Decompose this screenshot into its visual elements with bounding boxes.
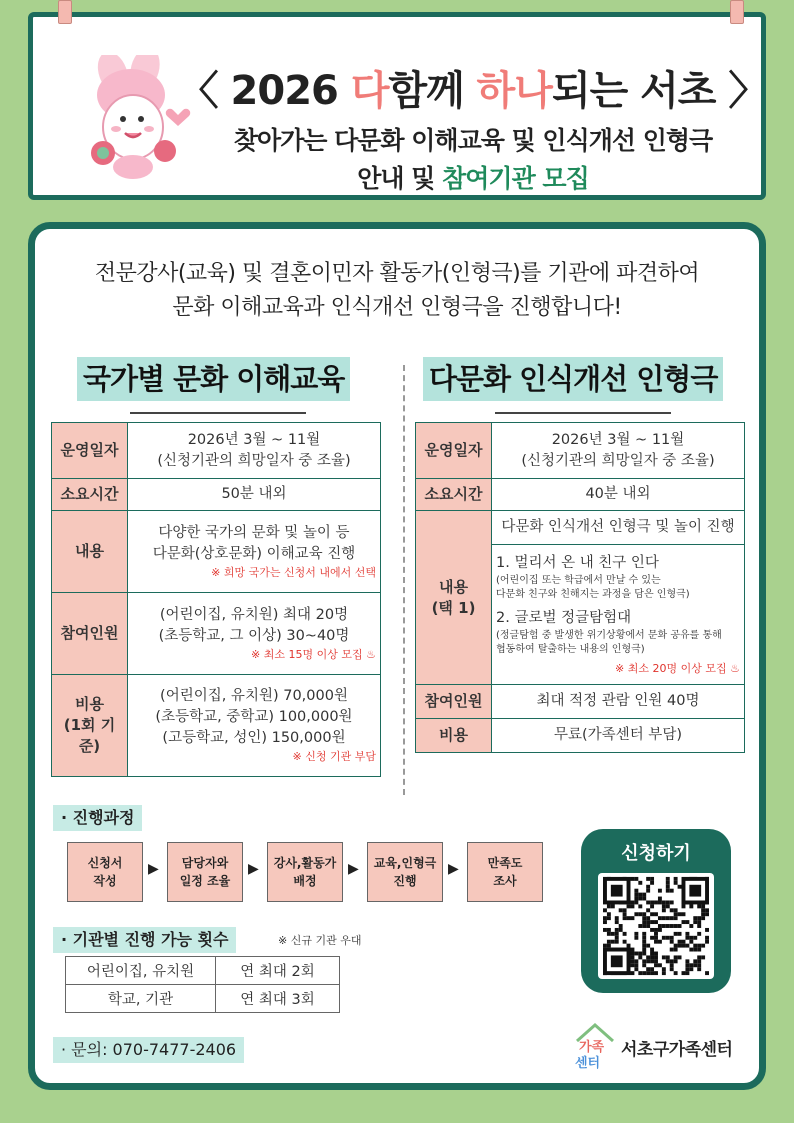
left-content-value: 다양한 국가의 문화 및 놀이 등 다문화(상호문화) 이해교육 진행 ※ 희망 국가는 신청서 내에서 선택	[128, 511, 381, 593]
left-cost-label: 비용 (1회 기준)	[52, 675, 128, 777]
brand-logo	[571, 1021, 751, 1071]
subtitle-line2: 안내 및 참여기관 모집	[357, 164, 589, 193]
right-content-top: 다문화 인식개선 인형극 및 놀이 진행	[492, 511, 745, 545]
svg-text:가족: 가족	[579, 1040, 605, 1055]
left-title-underline	[130, 412, 306, 414]
process-step-4: 교육,인형극 진행	[367, 842, 443, 902]
counts-note: ※ 신규 기관 우대	[278, 934, 362, 947]
section-divider	[403, 365, 405, 795]
counts-label: · 기관별 진행 가능 횟수	[53, 927, 236, 953]
process-label: · 진행과정	[53, 805, 142, 831]
process-step-2: 담당자와 일정 조율	[167, 842, 243, 902]
process-arrow-2: ▶	[248, 861, 259, 877]
right-content-items: 1. 멀리서 온 내 친구 인다 (어린이집 또는 학급에서 만날 수 있는 다문화 친구와 친해지는 과정을 담은 인형극) 2. 글로벌 정글탐험대 (정글탐험 중 발생한 위기상황에서 문화 공유를 통해 협동하여 탈출하는 내용의 인형극) ※ 최소 20명 이상 모집 ♨	[492, 545, 745, 685]
left-people-label: 참여인원	[52, 593, 128, 675]
left-info-table	[51, 422, 381, 777]
left-date-value: 2026년 3월 ~ 11월 (신청기관의 희망일자 중 조율)	[128, 423, 381, 479]
right-date-label: 운영일자	[416, 423, 492, 479]
svg-text:센터: 센터	[575, 1056, 601, 1071]
main-title: 〈 2026 다함께 하나되는 서초 〉	[178, 68, 768, 114]
process-arrow-1: ▶	[148, 861, 159, 877]
right-time-value: 40분 내외	[492, 479, 745, 511]
qr-code[interactable]	[598, 873, 714, 979]
process-arrow-3: ▶	[348, 861, 359, 877]
process-arrow-4: ▶	[448, 861, 459, 877]
banner-pin-left	[58, 0, 72, 24]
brand-name: 서초구가족센터	[621, 1040, 733, 1060]
right-cost-label: 비용	[416, 719, 492, 753]
left-date-label: 운영일자	[52, 423, 128, 479]
left-cost-value: (어린이집, 유치원) 70,000원 (초등학교, 중학교) 100,000원 (고등학교, 성인) 150,000원 ※ 신청 기관 부담	[128, 675, 381, 777]
left-time-value: 50분 내외	[128, 479, 381, 511]
right-title-underline	[495, 412, 671, 414]
right-people-value: 최대 적정 관람 인원 40명	[492, 685, 745, 719]
right-date-value: 2026년 3월 ~ 11월 (신청기관의 희망일자 중 조율)	[492, 423, 745, 479]
left-people-value: (어린이집, 유치원) 최대 20명 (초등학교, 그 이상) 30~40명 ※ 최소 15명 이상 모집 ♨	[128, 593, 381, 675]
apply-box[interactable]	[581, 829, 731, 993]
process-step-5: 만족도 조사	[467, 842, 543, 902]
right-info-table	[415, 422, 745, 753]
contact-label: · 문의: 070-7477-2406	[53, 1037, 244, 1063]
counts-limit-2: 연 최대 3회	[216, 985, 340, 1013]
family-center-logo-icon	[571, 1021, 619, 1071]
right-content-label: 내용 (택 1)	[416, 511, 492, 685]
left-time-label: 소요시간	[52, 479, 128, 511]
banner-pin-right	[730, 0, 744, 24]
right-people-label: 참여인원	[416, 685, 492, 719]
intro-text: 전문강사(교육) 및 결혼이민자 활동가(인형극)를 기관에 파견하여 문화 이해교육과 인식개선 인형극을 진행합니다!	[94, 261, 700, 320]
apply-label: 신청하기	[621, 843, 691, 864]
process-step-3: 강사,활동가 배정	[267, 842, 343, 902]
subtitle-line1: 찾아가는 다문화 이해교육 및 인식개선 인형극	[233, 126, 713, 155]
main-card	[28, 222, 766, 1090]
right-section-title: 다문화 인식개선 인형극	[423, 357, 723, 401]
right-cost-value: 무료(가족센터 부담)	[492, 719, 745, 753]
left-section-title: 국가별 문화 이해교육	[77, 357, 350, 401]
counts-table	[65, 956, 340, 1013]
left-content-label: 내용	[52, 511, 128, 593]
header-banner	[28, 12, 766, 200]
right-time-label: 소요시간	[416, 479, 492, 511]
process-step-1: 신청서 작성	[67, 842, 143, 902]
counts-limit-1: 연 최대 2회	[216, 957, 340, 985]
counts-org-2: 학교, 기관	[66, 985, 216, 1013]
counts-org-1: 어린이집, 유치원	[66, 957, 216, 985]
